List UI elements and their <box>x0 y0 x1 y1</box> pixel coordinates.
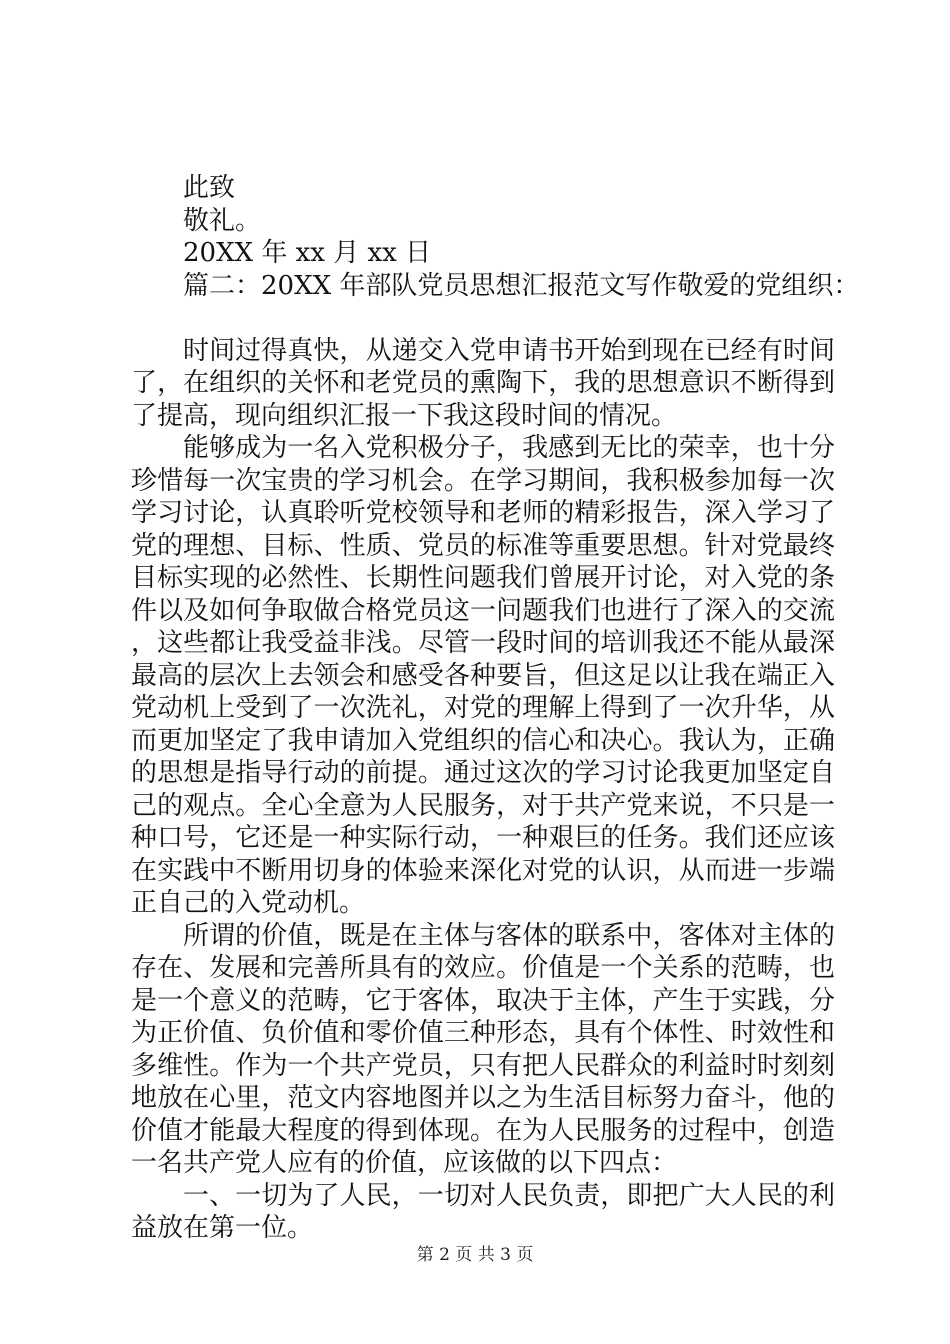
paragraph-study: 能够成为一名入党积极分子，我感到无比的荣幸，也十分珍惜每一次宝贵的学习机会。在学习期间，我积极参加每一次学习讨论，认真聆听党校领导和老师的精彩报告，深入学习了党的理想、目标、性质、党员的标准等重要思想。针对党最终目标实现的必然性、长期性问题我们曾展开讨论，对入党的条件以及如何争取做合格党员这一问题我们也进行了深入的交流，这些都让我受益非浅。尽管一段时间的培训我还不能从最深最高的层次上去领会和感受各种要旨，但这足以让我在端正入党动机上受到了一次洗礼，对党的理解上得到了一次升华，从而更加坚定了我申请加入党组织的信心和决心。我认为，正确的思想是指导行动的前提。通过这次的学习讨论我更加坚定自己的观点。全心全意为人民服务，对于共产党来说，不只是一种口号，它还是一种实际行动，一种艰巨的任务。我们还应该在实践中不断用切身的体验来深化对党的认识，从而进一步端正自己的入党动机。 <box>131 433 835 918</box>
closing-salutation: 此致 <box>183 173 236 203</box>
paragraph-value: 所谓的价值，既是在主体与客体的联系中，客体对主体的存在、发展和完善所具有的效应。价值是一个关系的范畴，也是一个意义的范畴，它于客体，取决于主体，产生于实践，分为正价值、负价值和零价值三种形态，具有个体性、时效性和多维性。作为一个共产党员，只有把人民群众的利益时时刻刻地放在心里，范文内容地图并以之为生活目标努力奋斗，他的价值才能最大程度的得到体现。在为人民服务的过程中，创造一名共产党人应有的价值，应该做的以下四点： <box>131 920 835 1178</box>
closing-regards: 敬礼。 <box>183 205 262 236</box>
closing-date: 20XX 年 xx 月 xx 日 <box>183 238 432 268</box>
paragraph-point-one: 一、一切为了人民，一切对人民负责，即把广大人民的利益放在第一位。 <box>131 1180 835 1243</box>
page-footer: 第 2 页 共 3 页 <box>416 1245 534 1265</box>
document-body <box>131 172 860 1245</box>
section-heading: 篇二：20XX 年部队党员思想汇报范文写作敬爱的党组织： <box>183 270 860 301</box>
blank-line <box>131 302 835 335</box>
paragraph-intro: 时间过得真快，从递交入党申请书开始到现在已经有时间了，在组织的关怀和老党员的熏陶下，我的思想意识不断得到了提高，现向组织汇报一下我这段时间的情况。 <box>131 335 835 431</box>
